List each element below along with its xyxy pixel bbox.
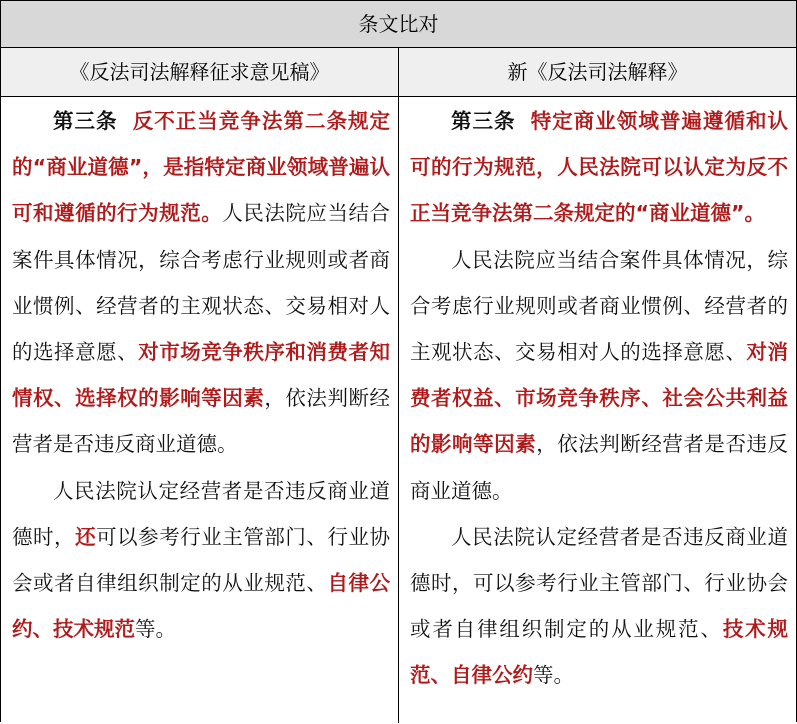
right-column-text — [399, 97, 796, 723]
body-text: 人民法院应当结合案件具体情况，综合考虑行业规则或者商业惯例、经营者的主观状态、交易相对人的选择意愿、 — [410, 247, 788, 365]
left-column-text — [1, 97, 399, 723]
right-paragraph-3 — [410, 514, 788, 699]
body-text: 人民法院认定经营者是否违反商业道德时， — [12, 478, 390, 549]
right-column-header: 新《反法司法解释》 — [507, 60, 688, 84]
right-paragraph-1 — [410, 98, 788, 237]
left-paragraph-1 — [12, 98, 390, 468]
body-text: 等。 — [533, 663, 574, 688]
body-text: 等。 — [135, 617, 176, 642]
article-number: 第三条 — [451, 109, 516, 133]
article-number: 第三条 — [53, 109, 118, 133]
body-text: 人民法院应当结合案件具体情况，综合考虑行业规则或者商业惯例、经营者的主观状态、交易相对人的选择意愿、 — [12, 201, 391, 365]
right-paragraph-2 — [410, 237, 788, 514]
body-text: ，依法判断经营者是否违反商业道德。 — [410, 432, 789, 503]
table-title: 条文比对 — [1, 1, 796, 48]
left-paragraph-2 — [12, 468, 390, 653]
highlighted-text: 对消费者权益、市场竞争秩序、社会公共利益的影响等因素 — [410, 340, 789, 457]
highlighted-text: 对市场竞争秩序和消费者知情权、选择权的影响等因素 — [12, 340, 391, 411]
body-text: 人民法院认定经营者是否违反商业道德时，可以参考行业主管部门、行业协会或者自律组织制定的从业规范、 — [410, 524, 788, 642]
highlighted-text: 还 — [75, 524, 97, 549]
body-text: 可以参考行业主管部门、行业协会或者自律组织制定的从业规范、 — [12, 524, 391, 596]
body-text: ，依法判断经营者是否违反商业道德。 — [12, 386, 391, 457]
header-row — [1, 48, 796, 97]
highlighted-text: 反不正当竞争法第二条规定的“商业道德”，是指特定商业领域普遍认可和遵循的行为规范。 — [12, 109, 390, 226]
highlighted-text: 自律公约、技术规范 — [12, 571, 391, 642]
left-column-header: 《反法司法解释征求意见稿》 — [1, 48, 399, 96]
highlighted-text: 技术规范、自律公约 — [410, 617, 788, 688]
highlighted-text: 特定商业领域普遍遵循和认可的行为规范，人民法院可以认定为反不正当竞争法第二条规定的“商业道德”。 — [410, 109, 788, 226]
